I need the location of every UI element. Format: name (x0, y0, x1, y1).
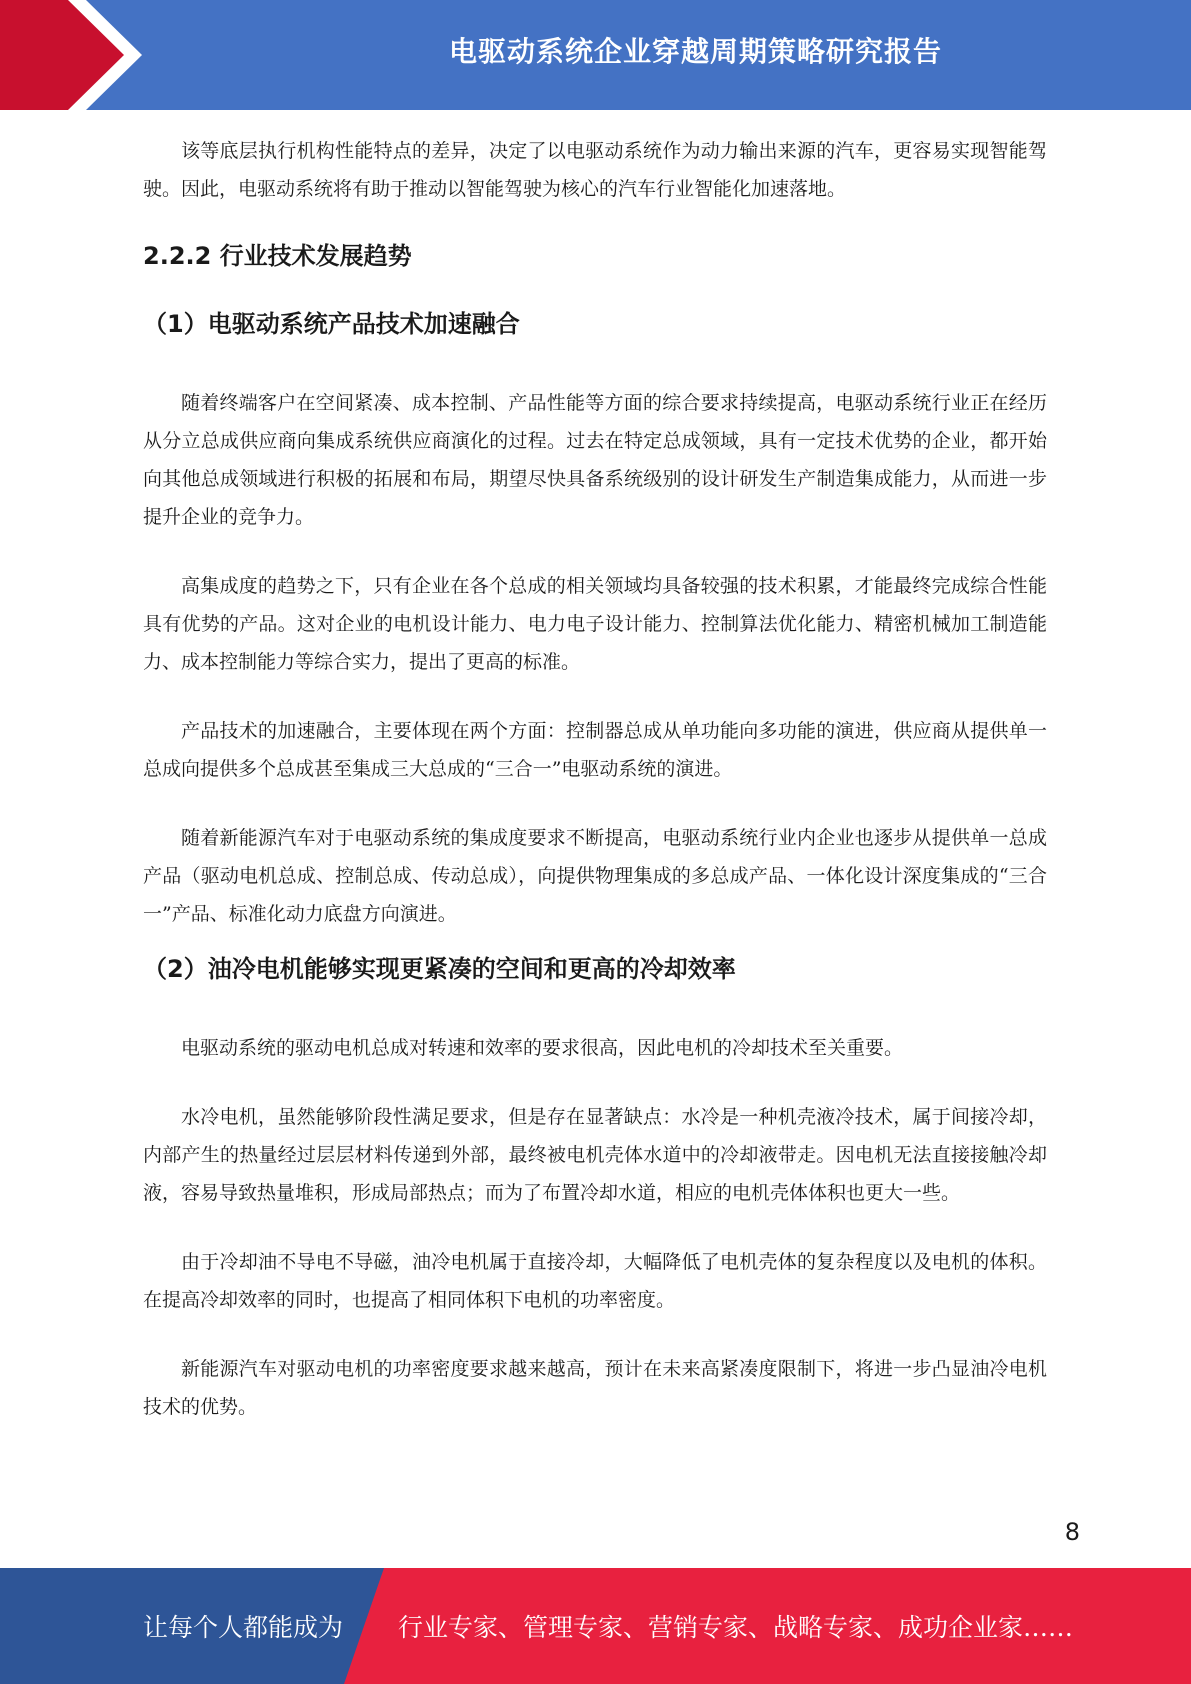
subsection-heading-1: （1）电驱动系统产品技术加速融合 (143, 310, 520, 338)
footer-slogan-left: 让每个人都能成为 (143, 1613, 344, 1642)
header-title: 电驱动系统企业穿越周期策略研究报告 (448, 35, 942, 68)
paragraph-cooling-importance: 电驱动系统的驱动电机总成对转速和效率的要求很高，因此电机的冷却技术至关重要。 (181, 1037, 904, 1059)
page-footer (0, 1568, 1191, 1684)
paragraph-outlook: 新能源汽车对驱动电机的功率密度要求越来越高，预计在未来高紧凑度限制下，将进一步凸显油冷电机技术的优势。 (143, 1358, 1047, 1418)
document-body (143, 132, 1047, 1426)
paragraph-integration-trend: 随着终端客户在空间紧凑、成本控制、产品性能等方面的综合要求持续提高，电驱动系统行业正在经历从分立总成供应商向集成系统供应商演化的过程。过去在特定总成领域，具有一定技术优势的企业，都开始向其他总成领域进行积极的拓展和布局，期望尽快具备系统级别的设计研发生产制造集成能力，从而进一步提升企业的竞争力。 (143, 392, 1047, 528)
paragraph-high-integration: 高集成度的趋势之下，只有企业在各个总成的相关领域均具备较强的技术积累，才能最终完成综合性能具有优势的产品。这对企业的电机设计能力、电力电子设计能力、控制算法优化能力、精密机械加工制造能力、成本控制能力等综合实力，提出了更高的标准。 (143, 575, 1047, 673)
paragraph-oil-cooling: 由于冷却油不导电不导磁，油冷电机属于直接冷却，大幅降低了电机壳体的复杂程度以及电机的体积。在提高冷却效率的同时，也提高了相同体积下电机的功率密度。 (143, 1251, 1047, 1311)
header-arrow-icon (0, 0, 160, 110)
paragraph-two-aspects: 产品技术的加速融合，主要体现在两个方面：控制器总成从单功能向多功能的演进，供应商从提供单一总成向提供多个总成甚至集成三大总成的“三合一”电驱动系统的演进。 (143, 720, 1047, 780)
section-heading: 2.2.2 行业技术发展趋势 (143, 242, 412, 270)
page-header (0, 0, 1191, 110)
page-number: 8 (1064, 1518, 1080, 1546)
subsection-heading-2: （2）油冷电机能够实现更紧凑的空间和更高的冷却效率 (143, 955, 736, 983)
paragraph-evolution: 随着新能源汽车对于电驱动系统的集成度要求不断提高，电驱动系统行业内企业也逐步从提供单一总成产品（驱动电机总成、控制总成、传动总成），向提供物理集成的多总成产品、一体化设计深度集成的“三合一”产品、标准化动力底盘方向演进。 (143, 827, 1047, 925)
paragraph-water-cooling: 水冷电机，虽然能够阶段性满足要求，但是存在显著缺点：水冷是一种机壳液冷技术，属于间接冷却，内部产生的热量经过层层材料传递到外部，最终被电机壳体水道中的冷却液带走。因电机无法直接接触冷却液，容易导致热量堆积，形成局部热点；而为了布置冷却水道，相应的电机壳体体积也更大一些。 (143, 1106, 1047, 1204)
paragraph-intro: 该等底层执行机构性能特点的差异，决定了以电驱动系统作为动力输出来源的汽车，更容易实现智能驾驶。因此，电驱动系统将有助于推动以智能驾驶为核心的汽车行业智能化加速落地。 (143, 140, 1047, 200)
footer-slogan-right: 行业专家、管理专家、营销专家、战略专家、成功企业家…… (398, 1613, 1074, 1642)
